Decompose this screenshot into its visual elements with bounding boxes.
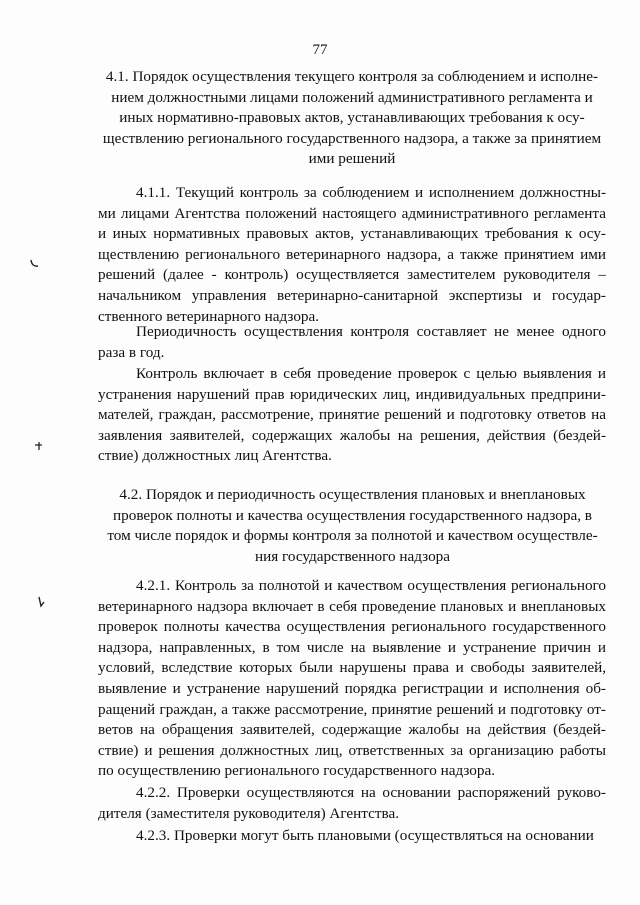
heading-line: 4.1. Порядок осуществления текущего контроля за соблюдением и исполне-	[105, 68, 599, 85]
paragraph-4-2-3: 4.2.3. Проверки могут быть плановыми (осуществляться на основании	[136, 827, 594, 844]
heading-line: нием должностными лицами положений административного регламента и	[111, 88, 593, 106]
margin-mark-icon	[37, 596, 47, 608]
margin-mark-icon	[30, 258, 40, 270]
heading-line: 4.2. Порядок и периодичность осуществления плановых и внеплановых	[119, 486, 586, 503]
paragraph-4-1-1: 4.1.1. Текущий контроль за соблюдением и исполнением должностны-ми лицами Агентства положений настоящего административного регламента и иных нормативных правовых актов, устанавливающих требования к осу-ществлению регионального ветеринарного надзора, а также принятием ими решений (далее - контроль) осуществляется заместителем руководителя – начальником управления ветеринарно-санитарной экспертизы и государ-ственного ветеринарного надзора.	[98, 184, 606, 325]
heading-line: том числе порядок и формы контроля за полнотой и качеством осуществле-	[107, 527, 598, 544]
heading-line: ими решений	[308, 150, 396, 167]
heading-line: ществлению регионального государственного надзора, а также за принятием	[102, 129, 602, 147]
section-heading-4-2	[95, 485, 610, 567]
paragraph-4-2-1: 4.2.1. Контроль за полнотой и качеством осуществления регионального ветеринарного надзора включает в себя проведение плановых и внеплановых проверок полноты качества осуществления регионального государственного надзора, направленных, в том числе на выявление и устранение причин и условий, вследствие которых были нарушены права и свободы заявителей, выявление и устранение нарушений порядка регистрации и исполнения об-ращений граждан, а также рассмотрение, принятие решений и подготовку от-ветов на обращения заявителей, содержащие жалобы на действия (бездей-ствие) и решения должностных лиц, ответственных за организацию работы по осуществлению регионального государственного надзора.	[98, 577, 606, 780]
margin-mark-icon	[34, 440, 44, 452]
page-number: 77	[312, 42, 328, 58]
heading-line: проверок полноты и качества осуществления государственного надзора, в	[113, 506, 592, 524]
heading-line: ния государственного надзора	[254, 547, 450, 565]
paragraph-periodicity: Периодичность осуществления контроля составляет не менее одного раза в год.	[98, 323, 606, 361]
paragraph-4-2-2: 4.2.2. Проверки осуществляются на основании распоряжений руково-дителя (заместителя руководителя) Агентства.	[98, 784, 606, 822]
paragraph-control-includes: Контроль включает в себя проведение проверок с целью выявления и устранения нарушений прав юридических лиц, индивидуальных предприни-мателей, граждан, рассмотрение, принятие решений и подготовку ответов на заявления заявителей, содержащих жалобы на решения, действия (бездей-ствие) должностных лиц Агентства.	[98, 365, 606, 465]
heading-line: иных нормативно-правовых актов, устанавливающих требования к осу-	[119, 109, 585, 126]
section-heading-4-1	[92, 67, 612, 170]
